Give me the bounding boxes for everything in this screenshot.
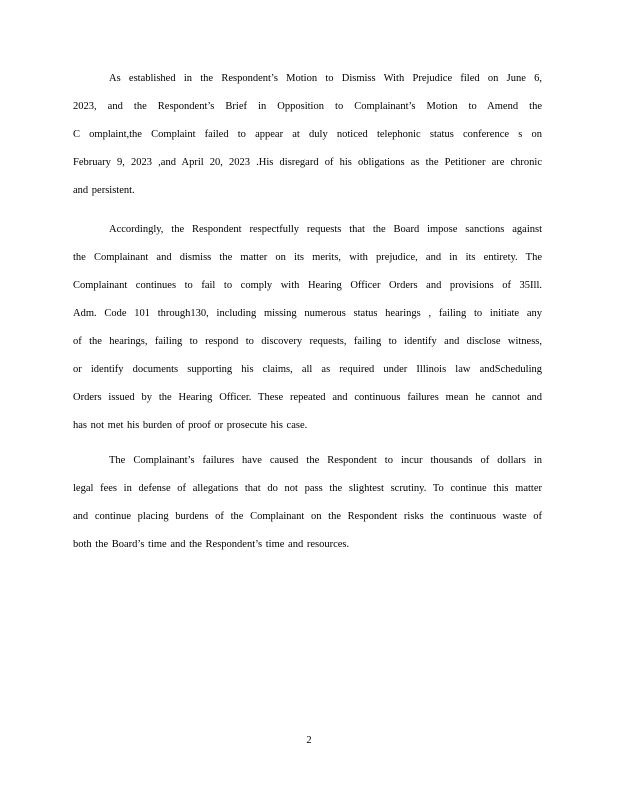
text-line: legal fees in defense of allegations that do not pass the slightest scrutiny. To continue this matter bbox=[73, 483, 542, 494]
text-line: Complainant continues to fail to comply with Hearing Officer Orders and provisions of 35Ill. bbox=[73, 280, 542, 291]
text-line: Accordingly, the Respondent respectfully requests that the Board impose sanctions against bbox=[109, 224, 542, 235]
text-line: Orders issued by the Hearing Officer. These repeated and continuous failures mean he cannot and bbox=[73, 392, 542, 403]
text-line: has not met his burden of proof or prosecute his case. bbox=[73, 420, 308, 431]
text-line: The Complainant’s failures have caused the Respondent to incur thousands of dollars in bbox=[109, 455, 542, 466]
text-line: both the Board’s time and the Respondent’s time and resources. bbox=[73, 539, 350, 550]
text-line: the Complainant and dismiss the matter on its merits, with prejudice, and in its entirety. The bbox=[73, 252, 542, 263]
text-line: of the hearings, failing to respond to discovery requests, failing to identify and disclose witness, bbox=[73, 336, 542, 347]
paragraph-motion-to-dismiss bbox=[73, 65, 542, 205]
text-line: or identify documents supporting his claims, all as required under Illinois law andScheduling bbox=[73, 364, 542, 375]
text-line: February 9, 2023 ,and April 20, 2023 .His disregard of his obligations as the Petitioner are chronic bbox=[73, 157, 542, 168]
text-line: and persistent. bbox=[73, 185, 135, 196]
text-line: Adm. Code 101 through130, including missing numerous status hearings , failing to initiate any bbox=[73, 308, 542, 319]
text-line: and continue placing burdens of the Complainant on the Respondent risks the continuous waste of bbox=[73, 511, 542, 522]
text-line: As established in the Respondent’s Motion to Dismiss With Prejudice filed on June 6, bbox=[109, 73, 542, 84]
page-number: 2 bbox=[306, 735, 312, 746]
paragraph-legal-fees bbox=[73, 447, 542, 559]
text-line: C omplaint,the Complaint failed to appear at duly noticed telephonic status conference s on bbox=[73, 129, 542, 140]
paragraph-sanctions-request bbox=[73, 216, 542, 440]
text-line: 2023, and the Respondent’s Brief in Opposition to Complainant’s Motion to Amend the bbox=[73, 101, 542, 112]
